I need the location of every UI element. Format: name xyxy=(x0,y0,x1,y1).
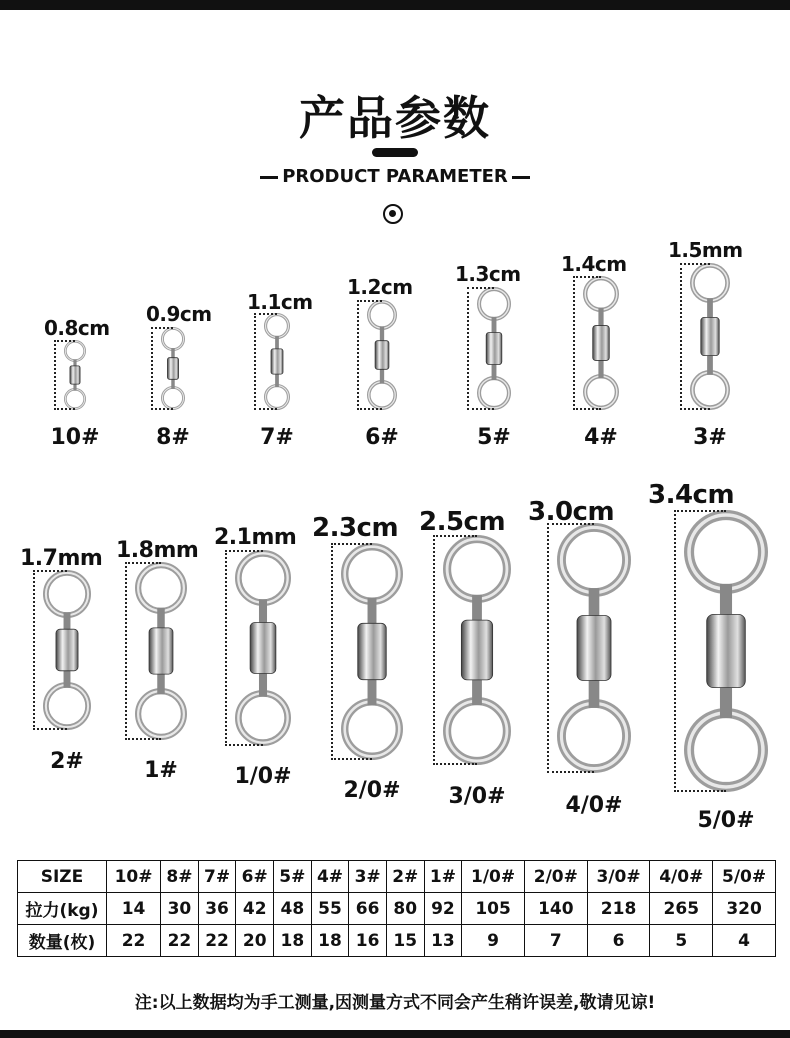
row-header: 数量(枚) xyxy=(18,925,107,957)
table-cell: 1# xyxy=(424,861,462,893)
dimension-line xyxy=(674,510,726,792)
table-cell: 218 xyxy=(587,893,650,925)
table-cell: 22 xyxy=(161,925,199,957)
table-cell: 20 xyxy=(236,925,274,957)
swivel-number-label: 1# xyxy=(144,758,178,783)
table-cell: 320 xyxy=(713,893,776,925)
row-header: SIZE xyxy=(18,861,107,893)
table-cell: 66 xyxy=(349,893,387,925)
table-cell: 3# xyxy=(349,861,387,893)
dimension-line xyxy=(54,340,75,410)
table-cell: 8# xyxy=(161,861,199,893)
table-cell: 7 xyxy=(524,925,587,957)
swivel-size-label: 3.0cm xyxy=(528,497,615,527)
swivel-number-label: 8# xyxy=(156,425,190,450)
table-cell: 6 xyxy=(587,925,650,957)
dimension-line xyxy=(225,550,263,746)
swivel-size-label: 0.9cm xyxy=(146,302,212,326)
table-cell: 22 xyxy=(198,925,236,957)
table-cell: 36 xyxy=(198,893,236,925)
table-cell: 265 xyxy=(650,893,713,925)
swivel-size-label: 1.2cm xyxy=(347,275,413,299)
top-bar xyxy=(0,0,790,10)
table-cell: 2/0# xyxy=(524,861,587,893)
table-cell: 30 xyxy=(161,893,199,925)
table-cell: 4/0# xyxy=(650,861,713,893)
title-underline xyxy=(372,148,418,157)
dimension-line xyxy=(547,523,594,773)
table-cell: 55 xyxy=(311,893,349,925)
swivel-number-label: 10# xyxy=(50,425,100,450)
table-cell: 16 xyxy=(349,925,387,957)
table-cell: 18 xyxy=(311,925,349,957)
table-cell: 5/0# xyxy=(713,861,776,893)
swivel-size-label: 1.8mm xyxy=(116,538,199,563)
swivel-size-label: 0.8cm xyxy=(44,316,110,340)
table-cell: 105 xyxy=(462,893,525,925)
dimension-line xyxy=(331,543,372,760)
dimension-line xyxy=(254,313,277,410)
row-header: 拉力(kg) xyxy=(18,893,107,925)
table-cell: 9 xyxy=(462,925,525,957)
swivel-number-label: 6# xyxy=(365,425,399,450)
table-cell: 5# xyxy=(274,861,312,893)
swivel-number-label: 2/0# xyxy=(343,778,401,803)
table-cell: 42 xyxy=(236,893,274,925)
table-cell: 5 xyxy=(650,925,713,957)
page-subtitle xyxy=(0,166,790,187)
table-cell: 140 xyxy=(524,893,587,925)
measurement-note: 注:以上数据均为手工测量,因测量方式不同会产生稍许误差,敬请见谅! xyxy=(134,993,656,1013)
table-cell: 92 xyxy=(424,893,462,925)
dimension-line xyxy=(33,570,67,730)
swivel-size-label: 1.4cm xyxy=(561,252,627,276)
swivel-size-label: 3.4cm xyxy=(648,480,735,510)
table-cell: 1/0# xyxy=(462,861,525,893)
swivel-number-label: 4/0# xyxy=(565,793,623,818)
table-cell: 14 xyxy=(107,893,161,925)
table-cell: 3/0# xyxy=(587,861,650,893)
table-cell: 22 xyxy=(107,925,161,957)
table-cell: 4# xyxy=(311,861,349,893)
swivel-number-label: 3/0# xyxy=(448,784,506,809)
swivel-size-label: 1.3cm xyxy=(455,262,521,286)
swivel-size-label: 2.3cm xyxy=(312,513,399,543)
page-title: 产品参数 xyxy=(299,91,491,145)
swivel-size-label: 2.1mm xyxy=(214,525,297,550)
table-cell: 2# xyxy=(386,861,424,893)
table-cell: 4 xyxy=(713,925,776,957)
swivel-number-label: 5/0# xyxy=(697,808,755,833)
dimension-line xyxy=(433,535,477,765)
swivel-number-label: 2# xyxy=(50,749,84,774)
table-cell: 7# xyxy=(198,861,236,893)
table-cell: 6# xyxy=(236,861,274,893)
table-cell: 48 xyxy=(274,893,312,925)
table-cell: 18 xyxy=(274,925,312,957)
swivel-size-label: 1.1cm xyxy=(247,290,313,314)
subtitle-text: PRODUCT PARAMETER xyxy=(282,166,508,187)
swivel-size-label: 1.5mm xyxy=(668,238,743,262)
swivel-number-label: 7# xyxy=(260,425,294,450)
table-row xyxy=(18,861,776,893)
swivel-number-label: 1/0# xyxy=(234,764,292,789)
table-cell: 15 xyxy=(386,925,424,957)
swivel-number-label: 3# xyxy=(693,425,727,450)
table-cell: 13 xyxy=(424,925,462,957)
target-icon xyxy=(383,204,403,224)
bottom-bar xyxy=(0,1030,790,1038)
dimension-line xyxy=(680,263,710,410)
dimension-line xyxy=(357,300,382,410)
dimension-line xyxy=(125,562,161,740)
table-row xyxy=(18,893,776,925)
swivel-size-label: 1.7mm xyxy=(20,546,103,571)
swivel-size-label: 2.5cm xyxy=(419,507,506,537)
table-cell: 80 xyxy=(386,893,424,925)
swivel-number-label: 4# xyxy=(584,425,618,450)
dimension-line xyxy=(467,287,494,410)
swivel-number-label: 5# xyxy=(477,425,511,450)
dimension-line xyxy=(573,276,601,410)
table-cell: 10# xyxy=(107,861,161,893)
dimension-line xyxy=(151,327,173,410)
table-row xyxy=(18,925,776,957)
parameter-table xyxy=(17,860,776,957)
